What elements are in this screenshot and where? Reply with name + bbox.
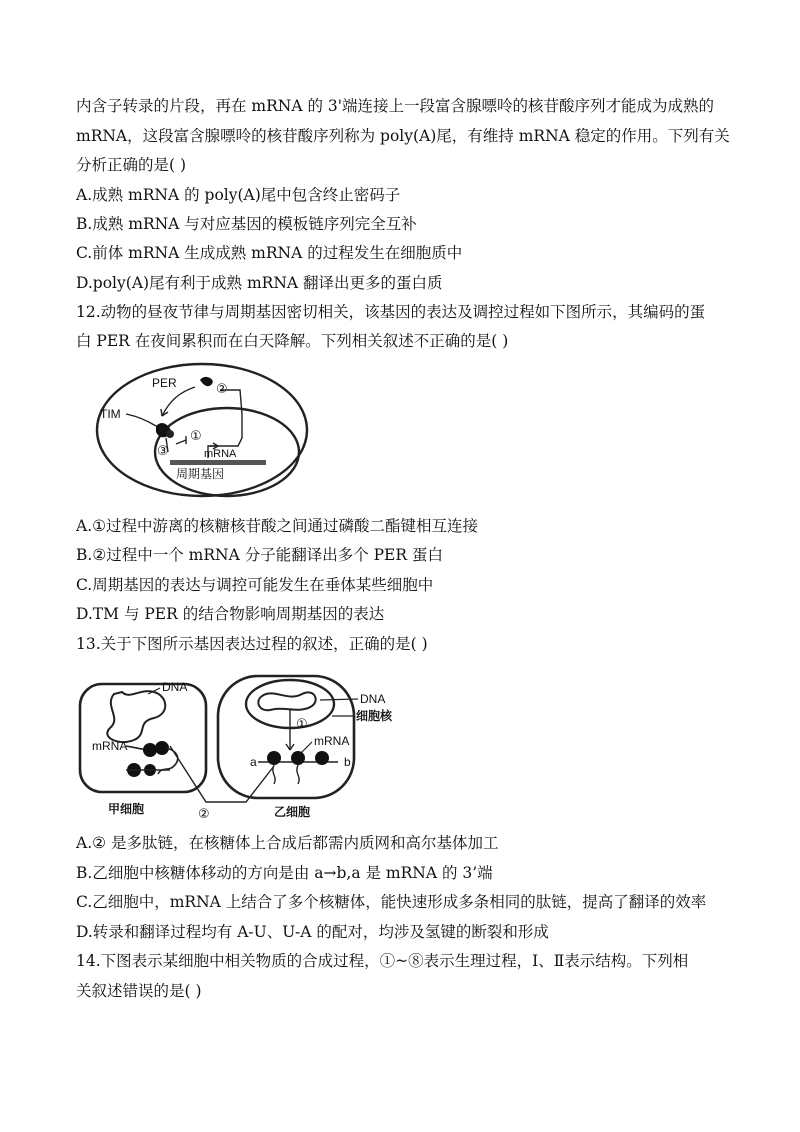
question-13: 13.关于下图所示基因表达过程的叙述，正确的是( ) bbox=[76, 635, 428, 653]
option-c-q13: C.乙细胞中，mRNA 上结合了多个核糖体，能快速形成多条相同的肽链，提高了翻译的效率 bbox=[76, 893, 707, 911]
option-a-q12: A.①过程中游离的核糖核苷酸之间通过磷酸二酯键相互连接 bbox=[76, 517, 479, 535]
dna-strip bbox=[170, 460, 266, 465]
option-d-q13: D.转录和翻译过程均有 A-U、U-A 的配对，均涉及氢键的断裂和形成 bbox=[76, 923, 549, 941]
label-dna-left: DNA bbox=[162, 680, 188, 694]
figure-gene-expression-cells bbox=[74, 666, 394, 826]
option-a-q11: A.成熟 mRNA 的 poly(A)尾中包含终止密码子 bbox=[76, 186, 401, 204]
per-protein-shape bbox=[200, 377, 213, 386]
dna-loop-jia bbox=[107, 691, 165, 742]
option-d-q12: D.TM 与 PER 的结合物影响周期基因的表达 bbox=[76, 605, 385, 623]
option-d-q11: D.poly(A)尾有利于成熟 mRNA 翻译出更多的蛋白质 bbox=[76, 274, 443, 292]
text-line-1: 内含子转录的片段，再在 mRNA 的 3'端连接上一段富含腺嘌呤的核苷酸序列才能成为成熟的 bbox=[76, 97, 715, 115]
label-mrna: mRNA bbox=[204, 448, 237, 460]
label-nucleus: 细胞核 bbox=[356, 709, 393, 723]
option-b-q11: B.成熟 mRNA 与对应基因的模板链序列完全互补 bbox=[76, 215, 417, 233]
label-per: PER bbox=[152, 376, 177, 390]
question-12-line-2: 白 PER 在夜间累积而在白天降解。下列相关叙述不正确的是( ) bbox=[76, 332, 509, 350]
label-dna-right: DNA bbox=[360, 692, 386, 706]
text-line-2: mRNA，这段富含腺嘌呤的核苷酸序列称为 poly(A)尾，有维持 mRNA 稳定的作用。下列有关 bbox=[76, 127, 730, 145]
label-a: a bbox=[250, 755, 257, 769]
option-b-q12: B.②过程中一个 mRNA 分子能翻译出多个 PER 蛋白 bbox=[76, 546, 443, 564]
text-line-3: 分析正确的是( ) bbox=[76, 156, 187, 174]
label-b: b bbox=[344, 755, 351, 769]
label-circle-1: ① bbox=[190, 428, 202, 443]
figure-circadian-gene bbox=[92, 360, 312, 500]
label-cell-yi: 乙细胞 bbox=[274, 805, 311, 819]
label-cell-jia: 甲细胞 bbox=[108, 802, 145, 816]
question-12-line-1: 12.动物的昼夜节律与周期基因密切相关，该基因的表达及调控过程如下图所示，其编码的蛋 bbox=[76, 303, 706, 321]
question-14-line-2: 关叙述错误的是( ) bbox=[76, 982, 202, 1000]
question-14-line-1: 14.下图表示某细胞中相关物质的合成过程，①~⑧表示生理过程，Ⅰ、Ⅱ表示结构。下列相 bbox=[76, 952, 689, 970]
label-circle-1-fig2: ① bbox=[296, 716, 308, 731]
cell-jia bbox=[80, 684, 206, 792]
option-b-q13: B.乙细胞中核糖体移动的方向是由 a→b,a 是 mRNA 的 3’端 bbox=[76, 864, 493, 882]
label-mrna-left: mRNA bbox=[92, 739, 128, 753]
label-circle-2: ② bbox=[216, 381, 228, 396]
option-c-q12: C.周期基因的表达与调控可能发生在垂体某些细胞中 bbox=[76, 576, 434, 594]
label-mrna-right: mRNA bbox=[314, 734, 350, 748]
label-gene: 周期基因 bbox=[176, 467, 225, 481]
label-circle-3: ③ bbox=[157, 443, 169, 458]
label-tim: TIM bbox=[100, 407, 121, 421]
dna-loop-yi bbox=[258, 692, 315, 710]
option-c-q11: C.前体 mRNA 生成成熟 mRNA 的过程发生在细胞质中 bbox=[76, 244, 463, 262]
option-a-q13: A.② 是多肽链，在核糖体上合成后都需内质网和高尔基体加工 bbox=[76, 834, 499, 852]
label-circle-2-fig2: ② bbox=[198, 806, 210, 821]
